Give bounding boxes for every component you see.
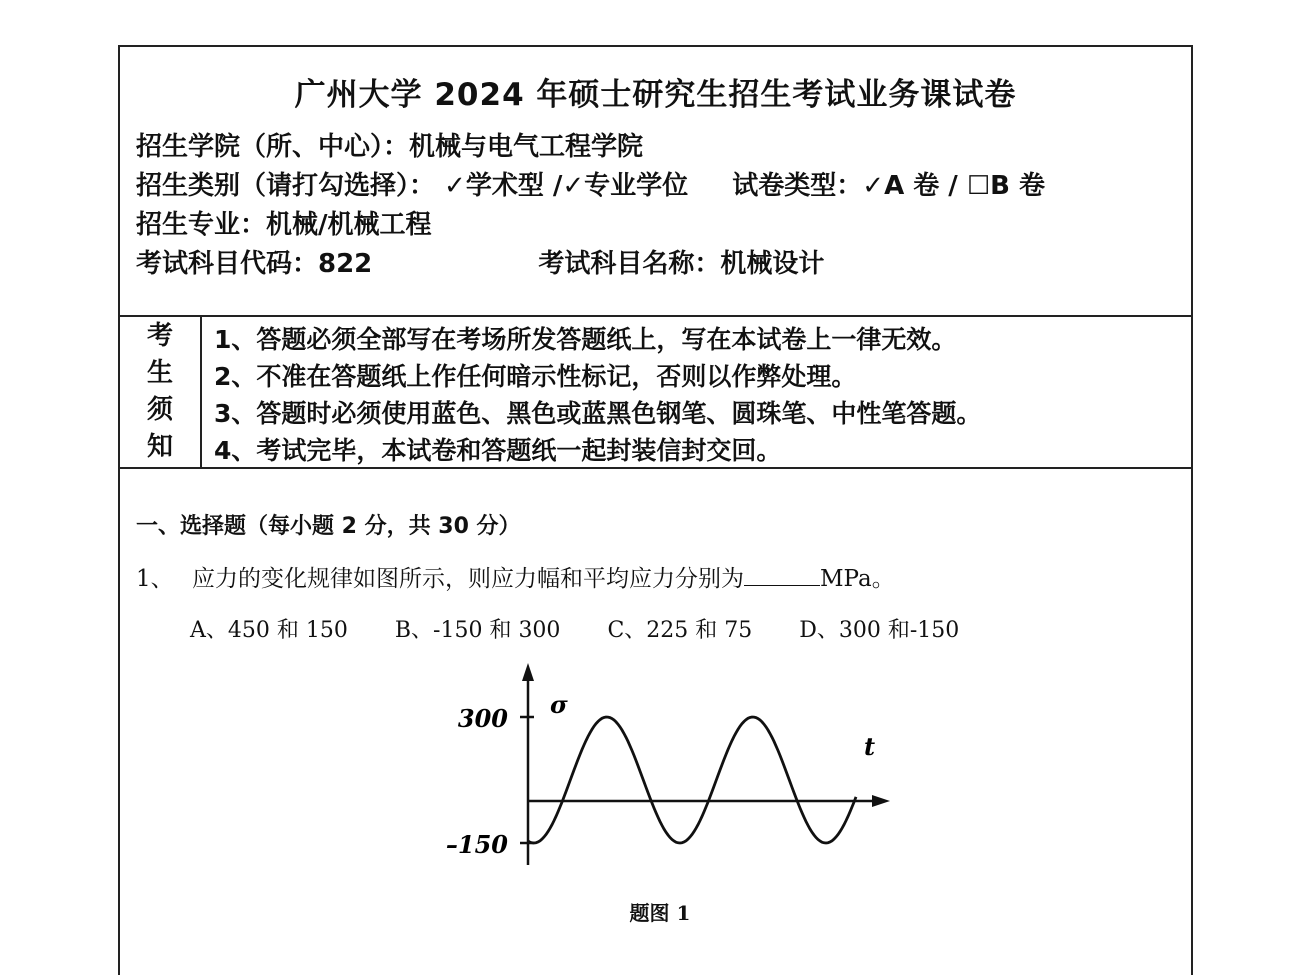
y-axis-label: σ <box>550 690 568 719</box>
question-text-after: MPa。 <box>820 566 895 592</box>
category-text: 招生类别（请打勾选择）： ✓学术型 /✓专业学位 <box>136 171 689 201</box>
notice-label-char: 须 <box>146 395 173 425</box>
option-d: D、300 和-150 <box>799 618 960 643</box>
paper-type-text: 试卷类型：✓A 卷 / ☐B 卷 <box>732 171 1046 201</box>
exam-header <box>120 47 1191 317</box>
notice-label-char: 考 <box>146 321 173 351</box>
major-line: 招生专业：机械/机械工程 <box>136 210 432 240</box>
x-axis-label: t <box>864 732 876 761</box>
subject-name: 考试科目名称：机械设计 <box>538 249 825 279</box>
exam-title: 广州大学 2024 年硕士研究生招生考试业务课试卷 <box>294 77 1017 113</box>
notice-item: 2、不准在答题纸上作任何暗示性标记，否则以作弊处理。 <box>214 362 857 391</box>
notice-items <box>202 317 981 467</box>
subject-code: 考试科目代码：822 <box>136 249 373 279</box>
figure-caption: 题图 1 <box>629 901 691 925</box>
question-number: 1、 <box>136 566 174 592</box>
question-text-before: 应力的变化规律如图所示，则应力幅和平均应力分别为 <box>192 566 744 592</box>
question-text <box>192 560 895 593</box>
question-options <box>190 613 1191 644</box>
question-1 <box>136 560 1191 593</box>
notice-label-char: 生 <box>146 358 173 388</box>
exam-body <box>120 469 1191 644</box>
notice-item: 3、答题时必须使用蓝色、黑色或蓝黑色钢笔、圆珠笔、中性笔答题。 <box>214 399 982 428</box>
answer-blank <box>744 567 820 586</box>
stress-curve <box>528 717 856 843</box>
notice-label <box>120 317 202 467</box>
exam-notice <box>120 317 1191 469</box>
college-line: 招生学院（所、中心）：机械与电气工程学院 <box>136 132 644 162</box>
option-c: C、225 和 75 <box>607 618 753 643</box>
category-line <box>136 167 1175 206</box>
y-tick-neg150: –150 <box>445 830 508 859</box>
notice-label-char: 知 <box>146 432 173 462</box>
option-b: B、-150 和 300 <box>394 618 561 643</box>
x-axis-arrow <box>872 795 890 807</box>
option-a: A、450 和 150 <box>190 618 348 643</box>
subject-line <box>136 245 1175 284</box>
section-title: 一、选择题（每小题 2 分，共 30 分） <box>136 514 521 539</box>
y-tick-300: 300 <box>457 704 508 733</box>
y-axis-arrow <box>522 663 534 681</box>
notice-item: 1、答题必须全部写在考场所发答题纸上，写在本试卷上一律无效。 <box>214 325 957 354</box>
notice-item: 4、考试完毕，本试卷和答题纸一起封装信封交回。 <box>214 436 782 465</box>
stress-figure <box>440 655 910 885</box>
